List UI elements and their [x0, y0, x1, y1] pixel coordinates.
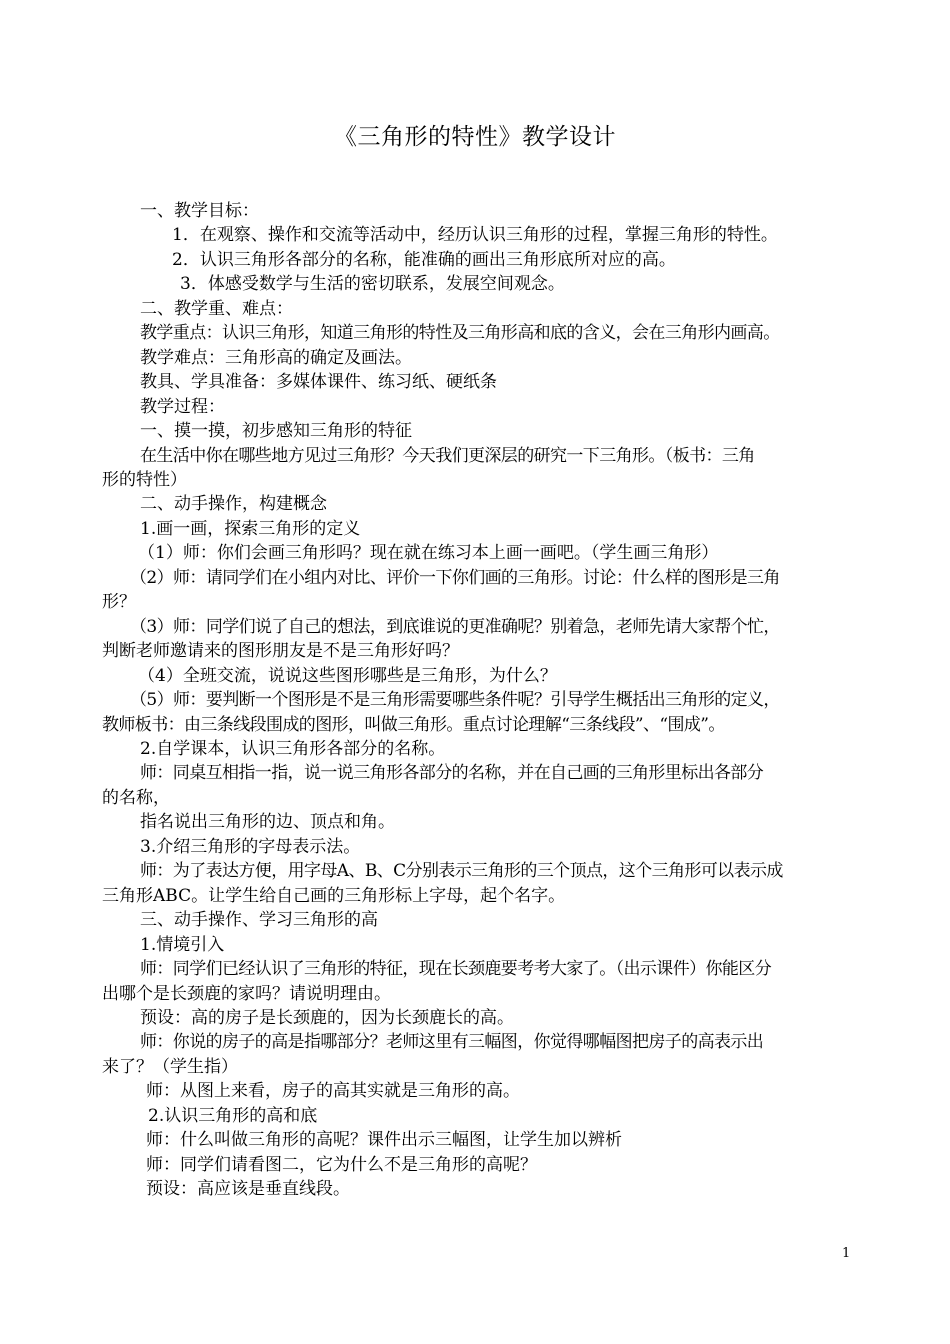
text-line: 一、教学目标：	[140, 201, 259, 221]
text-line: 师：为了表达方便，用字母A、B、C分别表示三角形的三个顶点，这个三角形可以表示成	[140, 861, 783, 882]
text-line: 一、摸一摸，初步感知三角形的特征	[140, 421, 412, 442]
text-line: （1）师：你们会画三角形吗？现在就在练习本上画一画吧。（学生画三角形）	[138, 543, 719, 564]
page-number: 1	[842, 1246, 851, 1261]
text-line: （3）师：同学们说了自己的想法，到底谁说的更准确呢？别着急，老师先请大家帮个忙，	[130, 616, 780, 637]
text-line: 师：什么叫做三角形的高呢？课件出示三幅图，让学生加以辨析	[146, 1130, 622, 1151]
text-line: 师：同学们请看图二，它为什么不是三角形的高呢？	[146, 1154, 537, 1175]
text-line: 师：你说的房子的高是指哪部分？老师这里有三幅图，你觉得哪幅图把房子的高表示出	[140, 1032, 764, 1053]
text-line: 三角形ABC。让学生给自己画的三角形标上字母，起个名字。	[102, 885, 566, 906]
text-line: 2．认识三角形各部分的名称，能准确的画出三角形底所对应的高。	[172, 249, 676, 270]
text-line: 指名说出三角形的边、顶点和角。	[140, 812, 395, 833]
text-line: 教师板书：由三条线段围成的图形，叫做三角形。重点讨论理解“三条线段”、“围成”。	[102, 714, 725, 735]
text-line: 的名称，	[102, 787, 170, 808]
document-body	[102, 199, 862, 1202]
text-line: 1．在观察、操作和交流等活动中，经历认识三角形的过程，掌握三角形的特性。	[172, 225, 778, 246]
text-line: 3.介绍三角形的字母表示法。	[140, 836, 361, 857]
text-line: 教具、学具准备：多媒体课件、练习纸、硬纸条	[140, 372, 497, 393]
text-line: 三、动手操作、学习三角形的高	[140, 910, 378, 931]
text-line: 1.情境引入	[140, 934, 225, 955]
text-line: 判断老师邀请来的图形朋友是不是三角形好吗？	[102, 641, 459, 662]
text-line: 二、动手操作，构建概念	[140, 494, 327, 515]
text-line: 1.画一画，探索三角形的定义	[140, 518, 361, 539]
text-line: 来了？（学生指）	[102, 1056, 238, 1077]
text-line: （2）师：请同学们在小组内对比、评价一下你们画的三角形。讨论：什么样的图形是三角	[130, 567, 780, 588]
text-line: 预设：高的房子是长颈鹿的，因为长颈鹿长的高。	[140, 1007, 514, 1028]
text-line: 教学难点：三角形高的确定及画法。	[140, 347, 412, 368]
text-line: 3．体感受数学与生活的密切联系，发展空间观念。	[180, 274, 565, 295]
text-line: （4）全班交流，说说这些图形哪些是三角形，为什么？	[138, 665, 557, 686]
text-line: 教学重点：认识三角形，知道三角形的特性及三角形高和底的含义，会在三角形内画高。	[140, 323, 780, 344]
text-line: 二、教学重、难点：	[140, 298, 293, 319]
text-line: 形的特性）	[102, 469, 187, 490]
text-line: 师：同学们已经认识了三角形的特征，现在长颈鹿要考考大家了。（出示课件）你能区分	[140, 959, 772, 980]
text-line: 教学过程：	[140, 396, 225, 417]
text-line: 形？	[102, 592, 136, 613]
text-line: 师：同桌互相指一指，说一说三角形各部分的名称，并在自己画的三角形里标出各部分	[140, 763, 764, 784]
text-line: 在生活中你在哪些地方见过三角形？今天我们更深层的研究一下三角形。（板书：三角	[140, 445, 755, 466]
text-line: 预设：高应该是垂直线段。	[146, 1179, 350, 1200]
text-line: （5）师：要判断一个图形是不是三角形需要哪些条件呢？引导学生概括出三角形的定义，	[130, 690, 780, 711]
text-line: 师：从图上来看，房子的高其实就是三角形的高。	[146, 1081, 520, 1102]
text-line: 2.认识三角形的高和底	[148, 1105, 318, 1126]
text-line: 出哪个是长颈鹿的家吗？请说明理由。	[102, 983, 391, 1004]
document-title: 《三角形的特性》教学设计	[334, 124, 616, 150]
text-line: 2.自学课本，认识三角形各部分的名称。	[140, 738, 446, 759]
